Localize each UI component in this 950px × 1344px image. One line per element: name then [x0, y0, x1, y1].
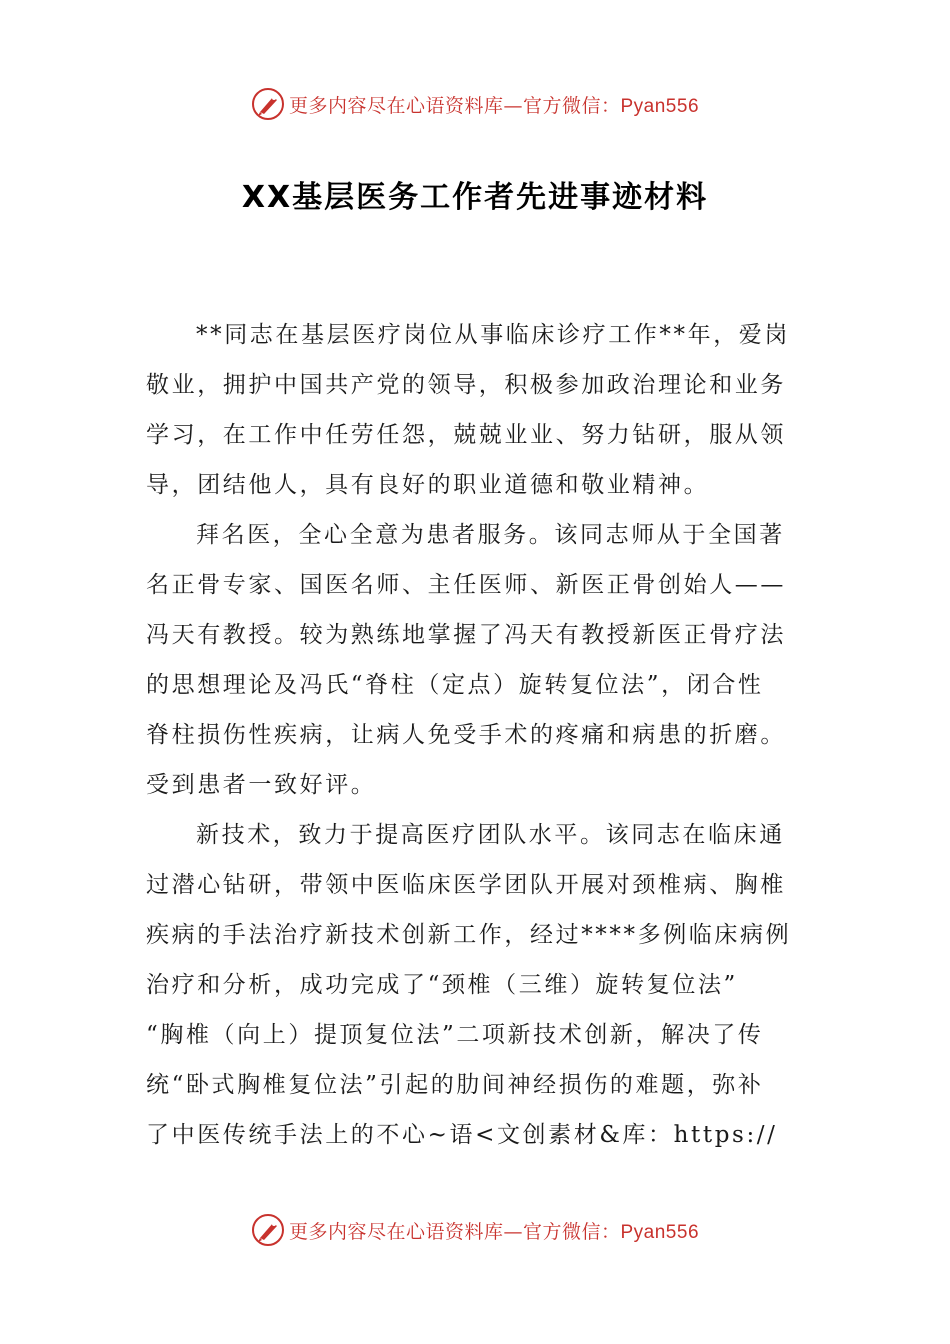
body-line: 的思想理论及冯氏“脊柱（定点）旋转复位法”，闭合性: [146, 672, 764, 698]
body-line: 新技术，致力于提高医疗团队水平。该同志在临床通: [196, 822, 785, 848]
body-line: 统“卧式胸椎复位法”引起的肋间神经损伤的难题，弥补: [146, 1072, 764, 1098]
body-line: 冯天有教授。较为熟练地掌握了冯天有教授新医正骨疗法: [146, 622, 786, 648]
body-line: 导，团结他人，具有良好的职业道德和敬业精神。: [146, 472, 710, 498]
body-line: 拜名医，全心全意为患者服务。该同志师从于全国著: [196, 522, 785, 548]
pen-logo-icon: [251, 87, 285, 121]
body-line: 脊柱损伤性疾病，让病人免受手术的疼痛和病患的折磨。: [146, 722, 786, 748]
body-line: 受到患者一致好评。: [146, 772, 377, 798]
body-line: 敬业，拥护中国共产党的领导，积极参加政治理论和业务: [146, 372, 786, 398]
watermark-text: [289, 91, 699, 118]
watermark-text: [289, 1217, 699, 1244]
body-line: 治疗和分析，成功完成了“颈椎（三维）旋转复位法”: [146, 972, 738, 998]
body-line: 了中医传统手法上的不心~语<文创素材&库：https://: [146, 1122, 778, 1148]
body-line: “胸椎（向上）提顶复位法”二项新技术创新，解决了传: [146, 1022, 764, 1048]
body-line: 疾病的手法治疗新技术创新工作，经过****多例临床病例: [146, 922, 792, 948]
document-title: XX基层医务工作者先进事迹材料: [241, 180, 709, 215]
pen-logo-icon: [251, 1213, 285, 1247]
body-line: 名正骨专家、国医名师、主任医师、新医正骨创始人——: [146, 572, 786, 598]
watermark-contact: Pyan556: [620, 1221, 700, 1243]
body-line: 学习，在工作中任劳任怨，兢兢业业、努力钻研，服从领: [146, 422, 786, 448]
document-body: [146, 310, 806, 1160]
body-line: 过潜心钻研，带领中医临床医学团队开展对颈椎病、胸椎: [146, 872, 786, 898]
watermark-label: 更多内容尽在心语资料库—官方微信：: [288, 1220, 621, 1243]
watermark-label: 更多内容尽在心语资料库—官方微信：: [288, 94, 621, 117]
header-watermark: [0, 84, 950, 124]
body-line: **同志在基层医疗岗位从事临床诊疗工作**年，爱岗: [196, 322, 790, 348]
watermark-contact: Pyan556: [620, 95, 700, 117]
footer-watermark: [0, 1210, 950, 1250]
